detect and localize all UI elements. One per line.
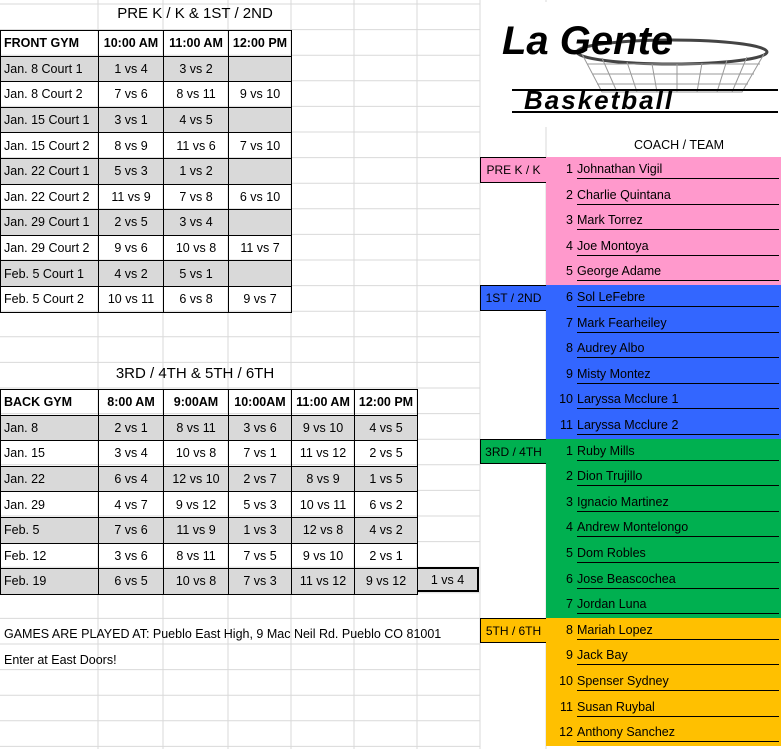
front-game-cell: 3 vs 4 (164, 210, 229, 236)
back-game-cell: 1 vs 3 (229, 517, 292, 543)
front-game-cell: 9 vs 6 (99, 235, 164, 261)
back-game-cell: 6 vs 2 (355, 492, 418, 518)
team-number: 4 (566, 520, 573, 535)
team-number: 5 (566, 546, 573, 560)
back-table-row (1, 492, 418, 518)
back-game-cell: 11 vs 12 (292, 569, 355, 595)
coach-name: Audrey Albo (577, 341, 779, 358)
front-date-cell: Jan. 22 Court 1 (1, 158, 99, 184)
front-game-cell: 11 vs 6 (164, 133, 229, 159)
front-game-cell (229, 56, 292, 82)
front-game-cell: 9 vs 10 (229, 82, 292, 108)
extra-game: 1 vs 4 (430, 573, 465, 587)
front-game-cell (229, 107, 292, 133)
team-row (546, 234, 781, 260)
team-number: 6 (566, 571, 573, 586)
front-gym-table (0, 30, 292, 313)
roster-header: COACH / TEAM (634, 138, 725, 152)
team-number: 1 (566, 443, 573, 458)
basketball-hoop-icon (492, 2, 780, 127)
front-game-cell: 7 vs 6 (99, 82, 164, 108)
team-row (546, 695, 781, 721)
front-date-cell: Feb. 5 Court 2 (1, 286, 99, 312)
coach-name: Laryssa Mcclure 2 (577, 418, 779, 435)
back-gym-title: 3RD / 4TH & 5TH / 6TH (115, 365, 275, 382)
coach-name: Mark Torrez (577, 213, 779, 230)
coach-name: Joe Montoya (577, 239, 779, 256)
back-header-cell: 10:00AM (229, 390, 292, 416)
back-game-cell: 6 vs 4 (99, 466, 164, 492)
team-number: 7 (566, 315, 573, 330)
team-row (546, 567, 781, 593)
front-game-cell: 5 vs 3 (99, 158, 164, 184)
front-table-row (1, 184, 292, 210)
coach-name: Charlie Quintana (577, 188, 779, 205)
front-table-row (1, 210, 292, 236)
back-game-cell: 2 vs 5 (355, 441, 418, 467)
team-number: 12 (559, 725, 573, 740)
front-date-cell: Jan. 8 Court 2 (1, 82, 99, 108)
back-header-cell: 8:00 AM (99, 390, 164, 416)
team-number: 9 (566, 366, 573, 381)
back-header-cell: 9:00AM (164, 390, 229, 416)
coach-name: Dom Robles (577, 546, 779, 563)
coach-name: Ruby Mills (577, 444, 779, 461)
front-game-cell: 4 vs 5 (164, 107, 229, 133)
coach-name: Ignacio Martinez (577, 495, 779, 512)
extra-game-cell (417, 567, 479, 592)
front-game-cell: 3 vs 2 (164, 56, 229, 82)
back-table-row (1, 543, 418, 569)
back-game-cell: 9 vs 12 (164, 492, 229, 518)
back-gym-table (0, 389, 418, 595)
front-gym-title: PRE K / K & 1ST / 2ND (117, 5, 273, 22)
front-table-row (1, 82, 292, 108)
group-label: PRE K / K (480, 157, 547, 183)
front-date-cell: Jan. 22 Court 2 (1, 184, 99, 210)
team-row (546, 311, 781, 337)
team-row (546, 413, 781, 439)
front-header-cell: 12:00 PM (229, 31, 292, 57)
team-number: 7 (566, 597, 573, 612)
back-game-cell: 8 vs 11 (164, 543, 229, 569)
front-game-cell: 4 vs 2 (99, 261, 164, 287)
team-row (546, 259, 781, 285)
team-number: 3 (566, 213, 573, 228)
front-table-row (1, 158, 292, 184)
team-number: 11 (560, 418, 573, 432)
team-number: 9 (566, 648, 573, 663)
back-game-cell: 2 vs 1 (355, 543, 418, 569)
back-game-cell: 10 vs 8 (164, 441, 229, 467)
back-game-cell: 11 vs 12 (292, 441, 355, 467)
back-table-row (1, 441, 418, 467)
back-game-cell: 8 vs 9 (292, 466, 355, 492)
front-table-row (1, 133, 292, 159)
front-game-cell (229, 158, 292, 184)
front-game-cell: 6 vs 8 (164, 286, 229, 312)
back-game-cell: 10 vs 8 (164, 569, 229, 595)
back-game-cell: 9 vs 10 (292, 543, 355, 569)
front-game-cell: 9 vs 7 (229, 286, 292, 312)
back-game-cell: 2 vs 7 (229, 466, 292, 492)
team-number: 6 (566, 290, 573, 304)
team-row (546, 541, 781, 567)
front-header-cell: FRONT GYM (1, 31, 99, 57)
coach-name: Mariah Lopez (577, 623, 779, 640)
front-date-cell: Jan. 29 Court 2 (1, 235, 99, 261)
front-header-cell: 10:00 AM (99, 31, 164, 57)
team-number: 4 (566, 238, 573, 253)
front-game-cell: 8 vs 11 (164, 82, 229, 108)
la-gente-basketball-logo (492, 2, 780, 127)
coach-name: Misty Montez (577, 367, 779, 384)
front-game-cell: 1 vs 4 (99, 56, 164, 82)
back-game-cell: 9 vs 12 (355, 569, 418, 595)
front-game-cell: 7 vs 10 (229, 133, 292, 159)
back-game-cell: 3 vs 4 (99, 441, 164, 467)
front-table-row (1, 56, 292, 82)
back-game-cell: 7 vs 5 (229, 543, 292, 569)
front-game-cell: 8 vs 9 (99, 133, 164, 159)
front-game-cell: 3 vs 1 (99, 107, 164, 133)
back-table-row (1, 415, 418, 441)
coach-name: Johnathan Vigil (577, 162, 779, 179)
front-game-cell: 5 vs 1 (164, 261, 229, 287)
back-game-cell: 6 vs 5 (99, 569, 164, 595)
back-game-cell: 12 vs 10 (164, 466, 229, 492)
front-game-cell (229, 210, 292, 236)
coach-name: Jose Beascochea (577, 572, 779, 589)
back-game-cell: 2 vs 1 (99, 415, 164, 441)
group-label: 5TH / 6TH (480, 618, 547, 644)
team-number: 10 (559, 674, 573, 688)
team-row (546, 362, 781, 388)
back-game-cell: 1 vs 5 (355, 466, 418, 492)
back-game-cell: 4 vs 7 (99, 492, 164, 518)
team-row (546, 336, 781, 362)
coach-name: George Adame (577, 264, 779, 281)
back-game-cell: 4 vs 5 (355, 415, 418, 441)
team-row (546, 464, 781, 490)
back-header-row (1, 390, 418, 416)
location-text: GAMES ARE PLAYED AT: Pueblo East High, 9 Mac Neil Rd. Pueblo CO 81001 (4, 627, 442, 641)
coach-name: Jordan Luna (577, 597, 779, 614)
team-number: 1 (566, 162, 573, 176)
team-number: 8 (566, 341, 573, 356)
back-date-cell: Jan. 8 (1, 415, 99, 441)
back-table-row (1, 466, 418, 492)
coach-name: Anthony Sanchez (577, 725, 779, 742)
coach-name: Laryssa Mcclure 1 (577, 392, 779, 409)
front-date-cell: Jan. 29 Court 1 (1, 210, 99, 236)
front-date-cell: Feb. 5 Court 1 (1, 261, 99, 287)
team-number: 2 (566, 187, 573, 202)
front-game-cell: 11 vs 9 (99, 184, 164, 210)
coach-name: Jack Bay (577, 648, 779, 665)
team-row (546, 157, 781, 183)
logo-title: La Gente (502, 19, 674, 63)
enter-text: Enter at East Doors! (4, 653, 117, 667)
team-row (546, 285, 781, 311)
back-date-cell: Feb. 19 (1, 569, 99, 595)
front-date-cell: Jan. 15 Court 1 (1, 107, 99, 133)
back-date-cell: Jan. 22 (1, 466, 99, 492)
front-game-cell: 1 vs 2 (164, 158, 229, 184)
back-game-cell: 10 vs 11 (292, 492, 355, 518)
back-date-cell: Jan. 15 (1, 441, 99, 467)
team-row (546, 490, 781, 516)
front-table-row (1, 286, 292, 312)
team-number: 11 (560, 699, 573, 714)
team-row (546, 515, 781, 541)
group-label: 1ST / 2ND (480, 285, 547, 311)
front-game-cell: 10 vs 8 (164, 235, 229, 261)
front-date-cell: Jan. 8 Court 1 (1, 56, 99, 82)
back-game-cell: 9 vs 10 (292, 415, 355, 441)
front-game-cell (229, 261, 292, 287)
logo-subtitle: Basketball (524, 85, 675, 115)
coach-name: Sol LeFebre (577, 290, 779, 307)
coach-name: Andrew Montelongo (577, 520, 779, 537)
team-row (546, 720, 781, 746)
team-row (546, 592, 781, 618)
front-game-cell: 6 vs 10 (229, 184, 292, 210)
team-row (546, 183, 781, 209)
back-header-cell: 11:00 AM (292, 390, 355, 416)
front-header-cell: 11:00 AM (164, 31, 229, 57)
team-row (546, 387, 781, 413)
back-game-cell: 7 vs 6 (99, 517, 164, 543)
front-header-row (1, 31, 292, 57)
front-game-cell: 11 vs 7 (229, 235, 292, 261)
front-game-cell: 2 vs 5 (99, 210, 164, 236)
team-row (546, 208, 781, 234)
front-game-cell: 7 vs 8 (164, 184, 229, 210)
team-number: 5 (566, 264, 573, 279)
group-label: 3RD / 4TH (480, 439, 547, 465)
front-game-cell: 10 vs 11 (99, 286, 164, 312)
team-row (546, 643, 781, 669)
back-game-cell: 3 vs 6 (229, 415, 292, 441)
front-date-cell: Jan. 15 Court 2 (1, 133, 99, 159)
back-game-cell: 8 vs 11 (164, 415, 229, 441)
back-header-cell: BACK GYM (1, 390, 99, 416)
back-table-row (1, 569, 418, 595)
back-game-cell: 3 vs 6 (99, 543, 164, 569)
coach-name: Spenser Sydney (577, 674, 779, 691)
team-number: 2 (566, 469, 573, 484)
front-table-row (1, 235, 292, 261)
back-header-cell: 12:00 PM (355, 390, 418, 416)
front-table-row (1, 107, 292, 133)
back-date-cell: Jan. 29 (1, 492, 99, 518)
back-table-row (1, 517, 418, 543)
team-number: 8 (566, 622, 573, 637)
coach-name: Dion Trujillo (577, 469, 779, 486)
back-date-cell: Feb. 12 (1, 543, 99, 569)
front-table-row (1, 261, 292, 287)
back-game-cell: 5 vs 3 (229, 492, 292, 518)
back-game-cell: 7 vs 3 (229, 569, 292, 595)
back-date-cell: Feb. 5 (1, 517, 99, 543)
coach-name: Susan Ruybal (577, 700, 779, 717)
team-number: 3 (566, 494, 573, 509)
back-game-cell: 12 vs 8 (292, 517, 355, 543)
back-game-cell: 4 vs 2 (355, 517, 418, 543)
team-number: 10 (559, 392, 573, 407)
team-row (546, 618, 781, 644)
back-game-cell: 7 vs 1 (229, 441, 292, 467)
coach-name: Mark Fearheiley (577, 316, 779, 333)
team-row (546, 669, 781, 695)
team-row (546, 439, 781, 465)
back-game-cell: 11 vs 9 (164, 517, 229, 543)
